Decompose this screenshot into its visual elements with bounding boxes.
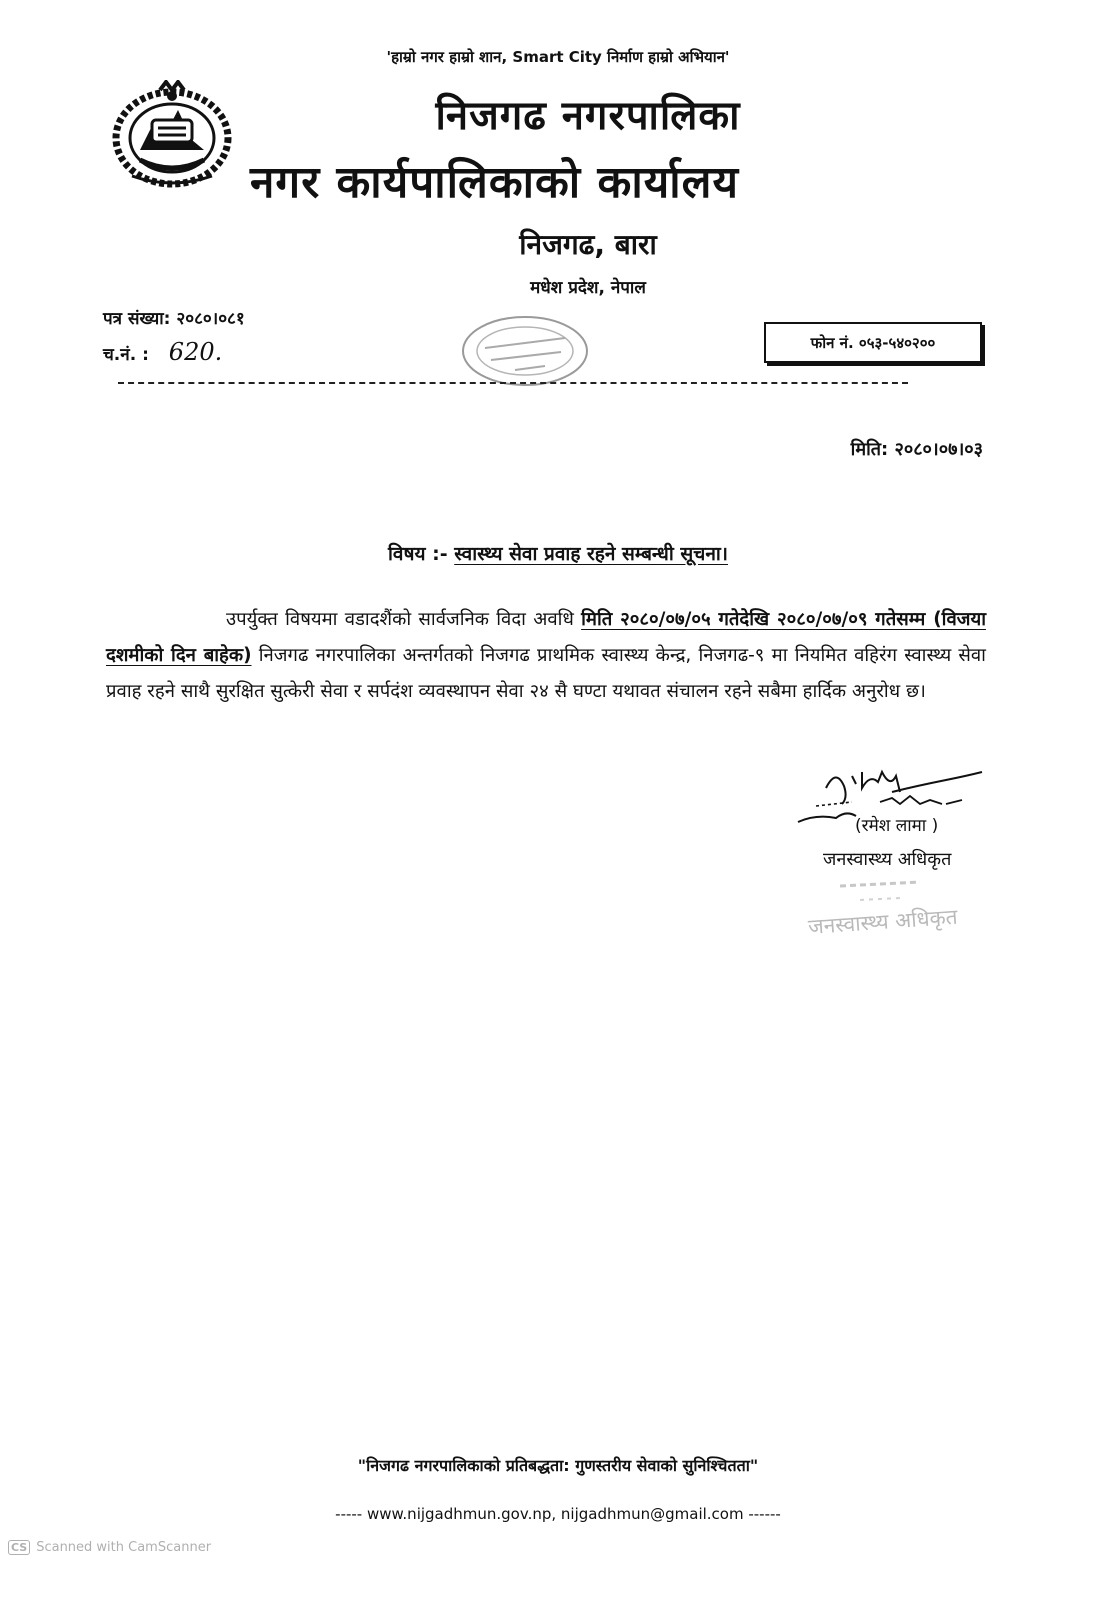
- dispatch-number-label: च.नं. :: [103, 345, 149, 365]
- scanner-watermark-text: Scanned with CamScanner: [36, 1540, 212, 1555]
- footer-contact: ----- www.nijgadhmun.gov.np, nijgadhmun@gmail.com ------: [335, 1505, 781, 1523]
- subject-text: स्वास्थ्य सेवा प्रवाह रहने सम्बन्धी सूचना।: [454, 543, 728, 565]
- letter-date: मिति: २०८०।०७।०३: [850, 439, 983, 460]
- signatory-title: जनस्वास्थ्य अधिकृत: [823, 849, 952, 870]
- body-details: निजगढ नगरपालिका अन्तर्गतको निजगढ प्राथमिक स्वास्थ्य केन्द्र, निजगढ-९ मा नियमित वहिरंग स्वास्थ्य सेवा प्रवाह रहने साथै सुरक्षित सुत्केरी सेवा र सर्पदंश व्यवस्थापन सेवा २४ सै घण्टा यथावत संचालन रहने सबैमा हार्दिक अनुरोध छ।: [106, 645, 986, 702]
- signatory-stamp-icon: [800, 872, 990, 944]
- location: निजगढ, बारा: [519, 228, 657, 261]
- tagline: 'हाम्रो नगर हाम्रो शान, Smart City निर्माण हाम्रो अभियान': [386, 48, 730, 66]
- dispatch-number-value: 620.: [168, 338, 223, 366]
- province: मधेश प्रदेश, नेपाल: [530, 278, 646, 298]
- signatory-name: (रमेश लामा ): [855, 816, 939, 836]
- header-divider: [118, 382, 908, 384]
- footer-motto: "निजगढ नगरपालिकाको प्रतिबद्धता: गुणस्तरीय सेवाको सुनिश्चितता": [357, 1456, 759, 1475]
- office-name: नगर कार्यपालिकाको कार्यालय: [250, 157, 739, 208]
- letter-number-label: पत्र संख्या:: [103, 309, 171, 329]
- notice-body: [106, 602, 986, 710]
- camscanner-logo-icon: CS: [8, 1540, 30, 1555]
- subject-label: विषय :-: [388, 543, 448, 565]
- scanner-watermark: [8, 1540, 211, 1555]
- body-intro: उपर्युक्त विषयमा वडादशैंको सार्वजनिक विदा अवधि: [226, 609, 574, 630]
- signatory-stamp-text: जनस्वास्थ्य अधिकृत: [807, 904, 959, 940]
- phone-box: [764, 322, 982, 363]
- phone-number: फोन नं. ०५३-५४०२००: [810, 333, 936, 352]
- letter-number-value: २०८०।०८१: [176, 309, 245, 329]
- municipality-name: निजगढ नगरपालिका: [435, 93, 741, 139]
- subject-line: [0, 540, 1116, 566]
- dispatch-number: [103, 338, 222, 366]
- letter-number: [103, 306, 245, 329]
- body-date-range: मिति २०८०/०७/०५ गतेदेखि २०८०/०७/०९ गतेसम्म (विजया दशमीको दिन बाहेक): [106, 609, 986, 666]
